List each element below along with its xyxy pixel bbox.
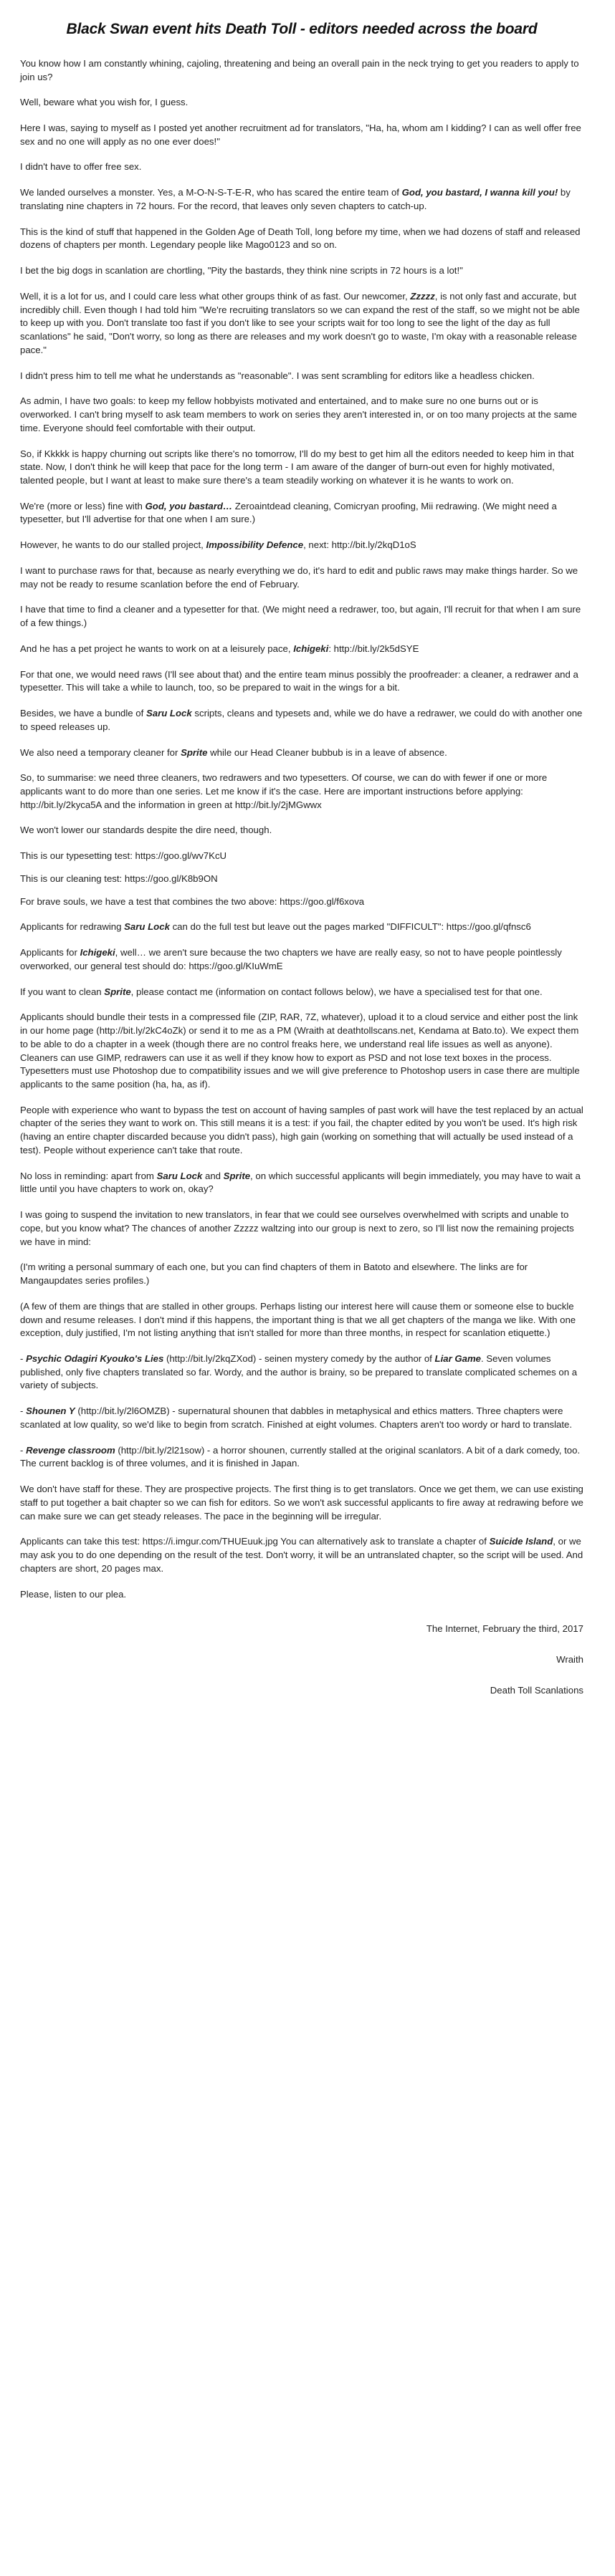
- paragraph: I bet the big dogs in scanlation are chortling, "Pity the bastards, they think nine scripts in 72 hours is a lot!": [20, 265, 463, 277]
- paragraph: We also need a temporary cleaner for Sprite while our Head Cleaner bubbub is in a leave of absence.: [20, 746, 447, 758]
- paragraph: This is our cleaning test: https://goo.gl/K8b9ON: [20, 873, 218, 884]
- paragraph: We won't lower our standards despite the dire need, though.: [20, 825, 272, 836]
- paragraph: Applicants for redrawing Saru Lock can do the full test but leave out the pages marked "DIFFICULT": https://goo.gl/qfnsc6: [20, 921, 531, 933]
- paragraph: I didn't have to offer free sex.: [20, 161, 142, 173]
- emphasis-title: Revenge classroom: [26, 1444, 115, 1456]
- emphasis-title: Suicide Island: [489, 1536, 553, 1547]
- paragraph: No loss in reminding: apart from Saru Lock and Sprite, on which successful applicants will begin immediately, you may have to wait a little until you have chapters to work on, okay?: [20, 1170, 581, 1195]
- emphasis-title: Sprite: [181, 746, 208, 758]
- paragraph: I didn't press him to tell me what he understands as "reasonable". I was sent scrambling for editors like a headless chicken.: [20, 370, 535, 381]
- emphasis-title: God, you bastard, I wanna kill you!: [401, 187, 558, 198]
- emphasis-title: Sprite: [223, 1170, 251, 1181]
- emphasis-title: Liar Game: [434, 1353, 482, 1365]
- emphasis-title: Saru Lock: [146, 708, 192, 719]
- paragraph: And he has a pet project he wants to work on at a leisurely pace, Ichigeki: http://bit.ly/2k5dSYE: [20, 643, 419, 654]
- emphasis-title: Ichigeki: [293, 643, 329, 654]
- paragraph: Well, it is a lot for us, and I could care less what other groups think of as fast. Our newcomer, Zzzzz, is not only fast and accurate, but incredibly chill. Even though I had told him "We're recruiting translators so we can expand the rest of the staff, so we might not be able to keep up with you. Don't translate too fast if you don't like to see your scripts wait for too long to see the light of the day as full scanlations" he said, "Don't worry, so long as there are releases and my work doesn't go to waste, I'm okay with a reasonable release pace.": [20, 290, 580, 355]
- paragraph: We landed ourselves a monster. Yes, a M-O-N-S-T-E-R, who has scared the entire team of God, you bastard, I wanna kill you! by translating nine chapters in 72 hours. For the record, that leaves only seven chapters to catch-up.: [20, 187, 571, 211]
- emphasis-title: God, you bastard…: [145, 500, 233, 511]
- signature-author: Wraith: [556, 1654, 583, 1666]
- emphasis-title: Saru Lock: [156, 1170, 203, 1181]
- paragraph: For brave souls, we have a test that combines the two above: https://goo.gl/f6xova: [20, 895, 365, 907]
- paragraph: You know how I am constantly whining, cajoling, threatening and being an overall pain in the neck trying to get you readers to apply to join us?: [20, 57, 579, 82]
- paragraph: Please, listen to our plea.: [20, 1588, 127, 1600]
- paragraph: However, he wants to do our stalled project, Impossibility Defence, next: http://bit.ly/2kqD1oS: [20, 539, 416, 551]
- paragraph: (I'm writing a personal summary of each one, but you can find chapters of them in Batoto and elsewhere. The links are for Mangaupdates series profiles.): [20, 1261, 528, 1287]
- paragraph: Well, beware what you wish for, I guess.: [20, 97, 189, 108]
- article-title: Black Swan event hits Death Toll - editors needed across the board: [66, 21, 538, 37]
- paragraph: So, if Kkkkk is happy churning out scripts like there's no tomorrow, I'll do my best to get him all the editors needed to keep him in that state. Now, I don't think he will keep that pace for the long term - I am aware of the danger of burn-out even for highly motivated, talented people, but I want at least to make sure there's a team steadily working on whatever it is he wants to work on.: [20, 448, 574, 486]
- paragraph: We don't have staff for these. They are prospective projects. The first thing is to get translators. Once we get them, we can use existing staff to put together a bait chapter so we can fish for editors. So we won't ask successful applicants to fire away at redrawing before we can make sure we can get steady releases. The pace in the beginning will be irregular.: [20, 1484, 583, 1522]
- paragraph: Applicants should bundle their tests in a compressed file (ZIP, RAR, 7Z, whatever), upload it to a cloud service and either post the link in our home page (http://bit.ly/2kC4oZk) or send it to me as a PM (Wraith at deathtollscans.net, Kendama at Bato.to). We expect them to be able to do a chapter in a week (though there are no control freaks here, we understand real life issues as well as anyone). Cleaners can use GIMP, redrawers can use it as well if they know how to export as PSD and not lose text boxes in the process. Typesetters must use Photoshop due to compatibility issues and we will give preference to Photoshop users in case there are multiple applicants to the same position (ha, ha, as if).: [20, 1011, 580, 1090]
- paragraph: (A few of them are things that are stalled in other groups. Perhaps listing our interest here will cause them or someone else to buckle down and resume releases. I don't mind if this happens, the important thing is that we all get chapters of the manga we like. With one exception, duly justified, I'm not listing anything that isn't stalled for more than three months, in respect for scanlation etiquette.): [20, 1300, 576, 1339]
- emphasis-title: Impossibility Defence: [206, 539, 304, 551]
- emphasis-title: Ichigeki: [80, 947, 115, 958]
- emphasis-title: Psychic Odagiri Kyouko's Lies: [26, 1353, 164, 1365]
- signature-group: Death Toll Scanlations: [490, 1684, 583, 1696]
- paragraph: - Psychic Odagiri Kyouko's Lies (http://bit.ly/2kqZXod) - seinen mystery comedy by the author of Liar Game. Seven volumes published, only five chapters translated so far. Wordy, and the author is brainy, so be prepared to translate complicated schemes on a variety of subjects.: [20, 1353, 578, 1391]
- paragraph: I want to purchase raws for that, because as nearly everything we do, it's hard to edit and public raws may make things harder. So we may not be ready to resume scanlation before the end of February.: [20, 564, 578, 590]
- emphasis-title: Shounen Y: [26, 1405, 75, 1417]
- paragraph: As admin, I have two goals: to keep my fellow hobbyists motivated and entertained, and to make sure no one burns out or is overworked. I can't bring myself to ask team members to work on series they aren't interested in, or on too many projects at the same time. Everyone should feel comfortable with their output.: [20, 395, 577, 433]
- signature-place-date: The Internet, February the third, 2017: [426, 1623, 583, 1635]
- paragraph: - Shounen Y (http://bit.ly/2l6OMZB) - supernatural shounen that dabbles in metaphysical and ethics matters. Three chapters were scanlated at low quality, so we'd like to begin from scratch. Finished at eight volumes. Chapters aren't too wordy or hard to translate.: [20, 1405, 573, 1430]
- paragraph: We're (more or less) fine with God, you bastard… Zeroaintdead cleaning, Comicryan proofing, Mii redrawing. (We might need a typesetter, but I'll advertise for that one when I am sure.): [20, 500, 557, 525]
- paragraph: If you want to clean Sprite, please contact me (information on contact follows below), we have a specialised test for that one.: [20, 986, 543, 997]
- paragraph: Applicants can take this test: https://i.imgur.com/THUEuuk.jpg You can alternatively ask to translate a chapter of Suicide Island, or we may ask you to do one depending on the result of the test. Don't worry, it will be an untranslated chapter, so the script will be used. And chapters are short, 20 pages max.: [20, 1536, 583, 1574]
- paragraph: People with experience who want to bypass the test on account of having samples of past work will have the test replaced by an actual chapter of the series they want to work on. This still means it is a test: if you fail, the chapter edited by you won't be used. It's high risk (having an entire chapter discarded because you didn't pass), high gain (working on something that will actually be used instead of a test). People without experience can't take that route.: [20, 1104, 583, 1155]
- paragraph: So, to summarise: we need three cleaners, two redrawers and two typesetters. Of course, we can do with fewer if one or more applicants want to do more than one series. Let me know if it's the case. Here are important instructions before applying: http://bit.ly/2kyca5A and the information in green at http://bit.ly/2jMGwwx: [20, 772, 548, 810]
- paragraph: I was going to suspend the invitation to new translators, in fear that we could see ourselves overwhelmed with scripts and unable to cope, but you know what? The chances of another Zzzzz waltzing into our group is next to zero, so I'll list now the remaining projects we have in mind:: [20, 1209, 574, 1247]
- emphasis-title: Saru Lock: [124, 921, 170, 933]
- paragraph: I have that time to find a cleaner and a typesetter for that. (We might need a redrawer, too, but again, I'll recruit for that when I am sure of a few things.): [20, 604, 581, 629]
- emphasis-title: Zzzzz: [410, 290, 435, 302]
- paragraph: This is our typesetting test: https://goo.gl/wv7KcU: [20, 850, 227, 862]
- paragraph: Applicants for Ichigeki, well… we aren't sure because the two chapters we have are really easy, so not to have people pointlessly overworked, our general test should do: https://goo.gl/KIuWmE: [20, 947, 562, 971]
- paragraph: - Revenge classroom (http://bit.ly/2l21sow) - a horror shounen, currently stalled at the original scanlators. A bit of a dark comedy, too. The current backlog is of three volumes, and it is finished in Japan.: [20, 1444, 581, 1469]
- paragraph: For that one, we would need raws (I'll see about that) and the entire team minus possibly the proofreader: a cleaner, a redrawer and a typesetter. This will take a while to launch, too, so be prepared to wait in the wings for a bit.: [20, 668, 578, 693]
- paragraph: Besides, we have a bundle of Saru Lock scripts, cleans and typesets and, while we do have a redrawer, we could do with another one to speed releases up.: [20, 708, 583, 732]
- article-body: [20, 57, 583, 1601]
- paragraph: This is the kind of stuff that happened in the Golden Age of Death Toll, long before my time, when we had dozens of staff and released dozens of chapters per month. Legendary people like Mago0123 and so on.: [20, 226, 581, 251]
- emphasis-title: Sprite: [104, 986, 131, 997]
- signature-block: [20, 1623, 583, 1697]
- paragraph: Here I was, saying to myself as I posted yet another recruitment ad for translators, "Ha, ha, whom am I kidding? I can as well offer free sex and no one will apply as no one ever does!": [20, 122, 581, 147]
